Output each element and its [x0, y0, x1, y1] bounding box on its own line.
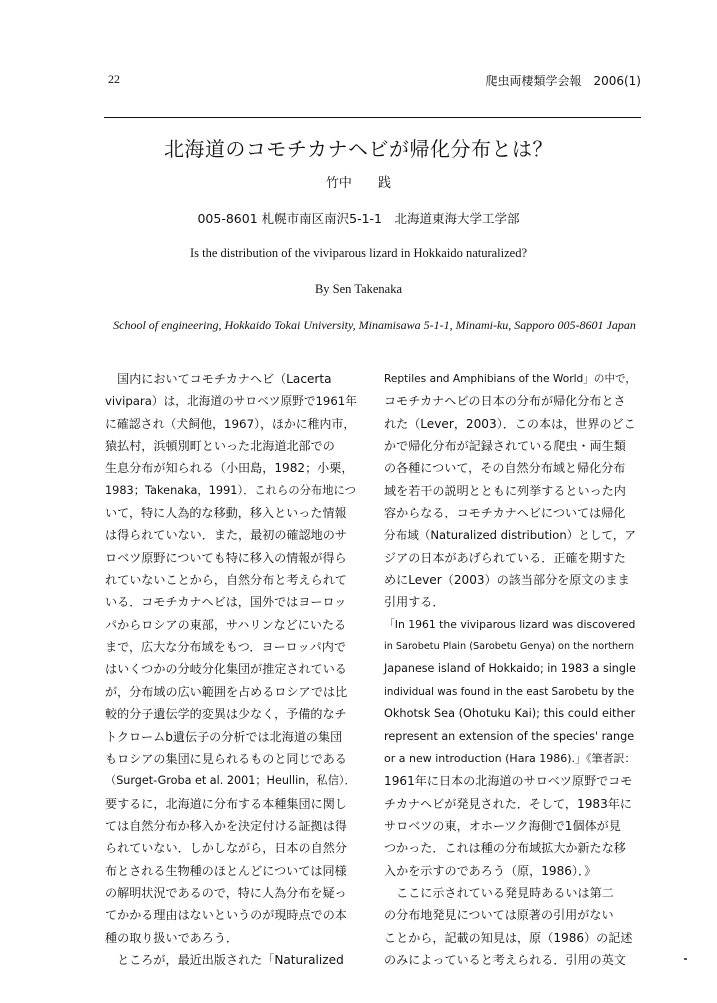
- author-affiliation-en: School of engineering, Hokkaido Tokai University, Minamisawa 5-1-1, Minami-ku, Sapporo 005-8601 Japan: [113, 318, 636, 332]
- body-text-line: Japanese island of Hokkaido; in 1983 a single: [384, 662, 636, 676]
- body-text-line: 域を若干の説明とともに列挙するといった内: [384, 483, 626, 498]
- body-text-line: ことから，記載の知見は，原（1986）の記述: [384, 930, 633, 945]
- body-text-line: 布とされる生物種のほとんどについては同様: [105, 863, 347, 878]
- body-text-line: 1961年に日本の北海道のサロベツ原野でコモ: [384, 774, 633, 789]
- author-name-ja: 竹中 践: [325, 176, 392, 191]
- body-text-line: れた（Lever，2003）．この本は，世界のどこ: [384, 416, 636, 431]
- body-text-line: のみによっていると考えられる．引用の英文: [384, 952, 626, 967]
- body-text-line: 容からなる．コモチカナヘビについては帰化: [384, 506, 626, 521]
- body-text-line: represent an extension of the species' range: [384, 729, 635, 743]
- body-text-line: 猿払村，浜頓別町といった北海道北部での: [105, 439, 335, 454]
- body-text-line: はいくつかの分岐分化集団が推定されている: [105, 662, 347, 677]
- body-text-line: individual was found in the east Sarobetu by the: [384, 685, 635, 698]
- body-text-line: or a new introduction (Hara 1986).」《筆者訳：: [384, 751, 636, 765]
- body-text-line: てかかる理由はないというのが現時点での本: [105, 908, 347, 923]
- body-text-line: めにLever（2003）の該当部分を原文のまま: [384, 573, 630, 588]
- body-text-line: 「In 1961 the viviparous lizard was discovered: [384, 617, 636, 631]
- body-text-line: に確認され（犬飼他，1967），ほかに稚内市，: [105, 416, 356, 431]
- body-text-line: 種の取り扱いであろう．: [105, 930, 239, 945]
- body-text-line: ここに示されている発見時あるいは第二: [384, 885, 614, 900]
- body-text-line: の分布地発見については原著の引用がない: [384, 908, 614, 923]
- journal-header: 爬虫両棲類学会報 2006(1): [485, 74, 641, 88]
- body-text-line: ところが，最近出版された「Naturalized: [105, 952, 344, 967]
- body-text-line: ては自然分布か移入かを決定付ける証拠は得: [105, 818, 347, 833]
- body-text-line: ロベツ原野についても特に移入の情報が得ら: [105, 550, 347, 565]
- body-text-line: かで帰化分布が記録されている爬虫・両生類: [384, 439, 626, 454]
- body-text-line: 国内においてコモチカナヘビ（Lacerta: [105, 372, 332, 386]
- body-column-left: [105, 368, 357, 971]
- body-text-line: サロベツの東，オホーツク海側で1個体が見: [384, 818, 621, 833]
- article-title-ja: 北海道のコモチカナヘビが帰化分布とは？: [163, 137, 554, 161]
- body-text-line: 入かを示すのであろう（原，1986）．》: [384, 863, 597, 878]
- body-text-line: が，分布域の広い範囲を占めるロシアでは比: [105, 684, 348, 699]
- body-text-line: コモチカナヘビの日本の分布が帰化分布とさ: [384, 394, 626, 409]
- body-text-line: パからロシアの東部，サハリンなどにいたる: [105, 617, 347, 632]
- body-text-line: れていないことから，自然分布と考えられて: [105, 573, 347, 588]
- author-address-ja: 005-8601 札幌市南区南沢5-1-1 北海道東海大学工学部: [197, 211, 520, 226]
- body-text-line: つかった．これは種の分布域拡大か新たな移: [384, 841, 626, 856]
- body-column-right: [384, 368, 636, 971]
- body-text-line: 要するに，北海道に分布する本種集団に関し: [105, 796, 347, 811]
- body-text-line: in Sarobetu Plain (Sarobetu Genya) on the northern: [384, 641, 635, 653]
- body-text-line: いる．コモチカナヘビは，国外ではヨーロッ: [105, 595, 347, 610]
- body-text-line: ジアの日本があげられている．正確を期すた: [384, 550, 626, 565]
- body-text-line: 生息分布が知られる（小田島，1982；小栗，: [105, 461, 354, 476]
- body-text-line: Reptiles and Amphibians of the World」の中で，: [384, 373, 637, 385]
- body-text-line: （Surget-Groba et al. 2001；Heullin，私信）．: [105, 774, 356, 788]
- body-text-line: vivipara）は，北海道のサロベツ原野で1961年: [105, 394, 357, 409]
- body-text-line: いて，特に人為的な移動，移入といった情報: [105, 506, 347, 521]
- body-text-line: は得られていない．また，最初の確認地のサ: [105, 528, 347, 543]
- body-text-line: チカナヘビが発見された．そして，1983年に: [384, 796, 632, 811]
- body-text-line: 分布域（Naturalized distribution）として，ア: [384, 528, 637, 543]
- article-title-en: Is the distribution of the viviparous lizard in Hokkaido naturalized?: [189, 246, 528, 260]
- page-number: 22: [108, 72, 120, 86]
- author-name-en: By Sen Takenaka: [314, 282, 403, 296]
- body-text-line: Okhotsk Sea (Ohotuku Kai); this could either: [384, 707, 636, 721]
- body-text-line: トクロームb遺伝子の分析では北海道の集団: [105, 729, 343, 744]
- body-text-line: 1983；Takenaka，1991）．これらの分布地につ: [105, 483, 356, 497]
- body-text-line: 較的分子遺伝学的変異は少なく，予備的なチ: [105, 707, 347, 722]
- body-text-line: まで，広大な分布域をもつ．ヨーロッパ内で: [105, 640, 346, 655]
- body-text-line: の各種について，その自然分布域と帰化分布: [384, 461, 626, 476]
- body-text-line: もロシアの集団に見られるものと同じである: [105, 751, 347, 766]
- header-rule: [104, 117, 641, 118]
- scan-speck: [684, 958, 687, 960]
- body-text-line: の解明状況であるので，特に人為分布を疑っ: [105, 885, 347, 900]
- body-text-line: 引用する．: [384, 595, 445, 610]
- body-text-line: られていない．しかしながら，日本の自然分: [105, 841, 347, 856]
